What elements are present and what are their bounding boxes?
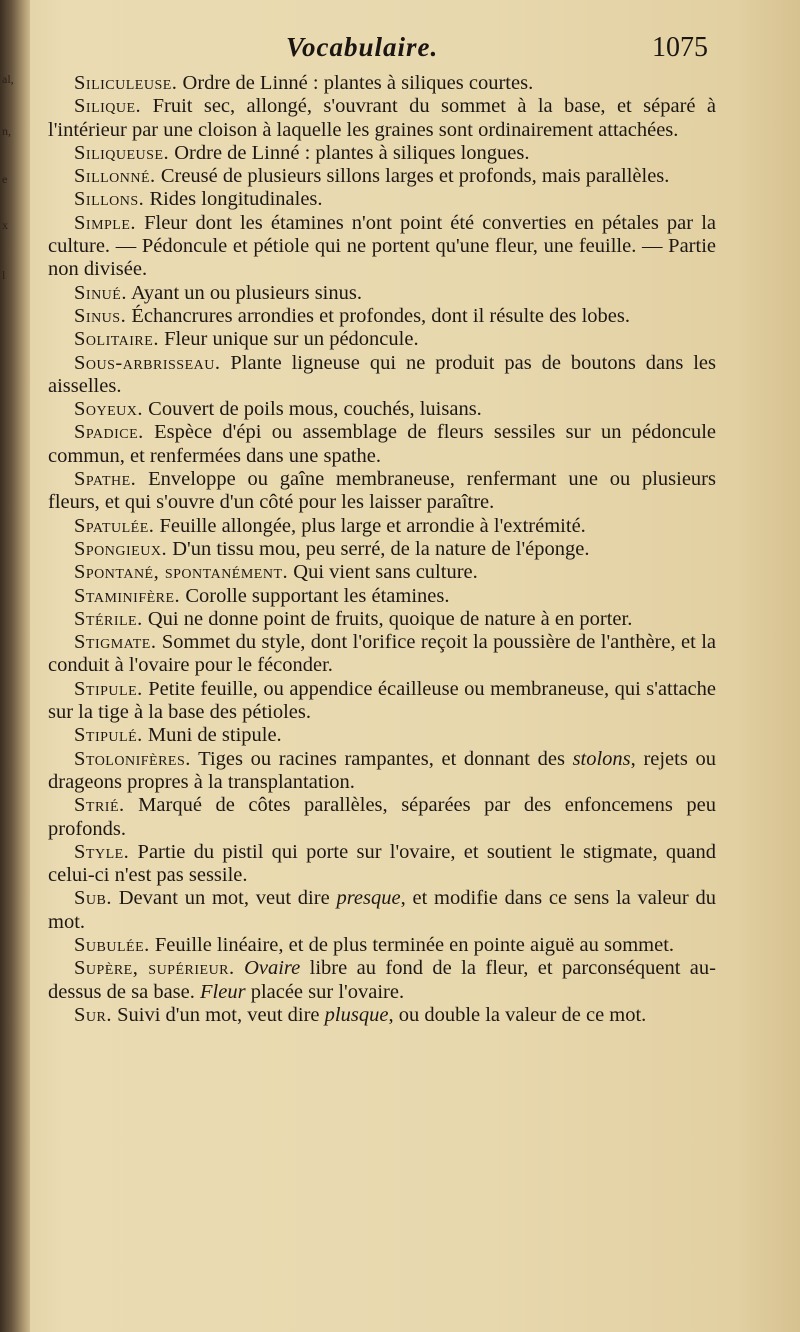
entry-definition: D'un tissu mou, peu serré, de la nature de l'éponge. [167, 537, 590, 560]
vocabulary-entry [48, 72, 716, 95]
vocabulary-entry [48, 561, 716, 584]
entry-term: Sillons. [74, 188, 145, 211]
vocabulary-entry [48, 515, 716, 538]
entry-term: Sillonné. [74, 165, 156, 188]
entry-definition: Rides longitudinales. [144, 188, 323, 211]
vocabulary-entry [48, 887, 716, 934]
vocabulary-entry [48, 538, 716, 561]
vocabulary-entry [48, 608, 716, 631]
entry-term: Simple. [74, 211, 137, 234]
vocabulary-entry [48, 421, 716, 468]
margin-fragment: l [2, 268, 6, 282]
entry-definition: Qui ne donne point de fruits, quoique de nature à en porter. [142, 607, 633, 630]
entry-definition: libre au fond de la fleur, et parconséquent au-dessus de sa base. [48, 957, 716, 1003]
entry-term: Strié. [74, 794, 125, 817]
entry-definition: Muni de stipule. [142, 724, 282, 747]
page-number: 1075 [652, 32, 708, 63]
page-header [0, 32, 800, 72]
vocabulary-entry [48, 631, 716, 678]
entry-italic: Fleur [200, 980, 246, 1003]
vocabulary-entry [48, 585, 716, 608]
entry-definition: Corolle supportant les étamines. [180, 584, 450, 607]
entry-italic: plusque [324, 1003, 389, 1026]
entry-definition: , rejets ou drageons propres à la transplantation. [48, 747, 716, 793]
vocabulary-entry [48, 794, 716, 841]
vocabulary-entry [48, 328, 716, 351]
entry-definition [235, 957, 244, 979]
entry-term: Stérile. [74, 607, 143, 630]
entry-term: Spontané, spontanément. [74, 561, 289, 584]
entry-definition: Feuille linéaire, et de plus terminée en pointe aiguë au sommet. [149, 933, 675, 956]
vocabulary-entry [48, 748, 716, 795]
entry-term: Silique. [74, 95, 142, 118]
vocabulary-entry [48, 934, 716, 957]
entry-term: Stipulé. [74, 724, 143, 747]
entry-definition: Couvert de poils mous, couchés, luisans. [143, 398, 482, 421]
vocabulary-entry [48, 95, 716, 142]
entry-definition: Devant un mot, veut dire [111, 887, 337, 910]
margin-fragment: al, [2, 72, 14, 86]
vocabulary-entry [48, 724, 716, 747]
vocabulary-entry [48, 305, 716, 328]
entry-term: Style. [74, 840, 130, 863]
entry-definition: Petite feuille, ou appendice écailleuse ou membraneuse, qui s'attache sur la tige à la base des pétioles. [48, 677, 716, 724]
entry-term: Spatulée. [74, 514, 155, 537]
entry-definition: Ordre de Linné : plantes à siliques longues. [169, 141, 530, 164]
entry-definition: , ou double la valeur de ce mot. [388, 1003, 647, 1026]
running-head: Vocabulaire. [286, 32, 439, 62]
entry-term: Sinus. [74, 304, 127, 327]
vocabulary-entries [48, 72, 716, 1027]
entry-term: Solitaire. [74, 328, 159, 351]
entry-definition: Fleur unique sur un pédoncule. [158, 328, 419, 351]
entry-term: Siliqueuse. [74, 141, 170, 164]
entry-term: Sinué. [74, 281, 127, 304]
entry-term: Spongieux. [74, 537, 168, 560]
entry-term: Siliculeuse. [74, 72, 178, 94]
vocabulary-entry [48, 468, 716, 515]
entry-term: Spadice. [74, 421, 144, 444]
entry-definition: , et modifie dans ce sens la valeur du mot. [48, 887, 716, 933]
entry-definition: Creusé de plusieurs sillons larges et profonds, mais parallèles. [155, 165, 670, 188]
vocabulary-entry [48, 957, 716, 1004]
entry-term: Soyeux. [74, 398, 144, 421]
entry-definition: Échancrures arrondies et profondes, dont il résulte des lobes. [126, 304, 631, 327]
book-binding-gutter [0, 0, 30, 1332]
entry-definition: placée sur l'ovaire. [245, 980, 405, 1003]
vocabulary-entry [48, 678, 716, 725]
entry-definition: Fruit sec, allongé, s'ouvrant du sommet à la base, et séparé à l'intérieur par une cloison à laquelle les graines sont ordinairement attachées. [48, 95, 716, 141]
entry-term: Supère, supérieur. [74, 957, 235, 980]
entry-definition: Espèce d'épi ou assemblage de fleurs sessiles sur un pédoncule commun, et renfermées dans une spathe. [48, 421, 716, 467]
entry-term: Spathe. [74, 468, 137, 491]
margin-fragment: x [2, 218, 8, 232]
vocabulary-entry [48, 188, 716, 211]
vocabulary-entry [48, 1004, 716, 1027]
entry-term: Stolonifères. [74, 747, 191, 770]
entry-definition: Ordre de Linné : plantes à siliques courtes. [177, 72, 534, 94]
vocabulary-entry [48, 352, 716, 399]
entry-definition: Tiges ou racines rampantes, et donnant des [190, 747, 573, 770]
entry-definition: Ayant un ou plusieurs sinus. [126, 281, 362, 304]
entry-term: Stigmate. [74, 631, 157, 654]
vocabulary-entry [48, 165, 716, 188]
entry-term: Stipule. [74, 677, 143, 700]
vocabulary-entry [48, 398, 716, 421]
entry-definition: Plante ligneuse qui ne produit pas de boutons dans les aisselles. [48, 351, 716, 397]
entry-term: Sur. [74, 1003, 112, 1026]
entry-definition: Suivi d'un mot, veut dire [111, 1003, 325, 1026]
entry-definition: Feuille allongée, plus large et arrondie à l'extrémité. [154, 514, 586, 537]
vocabulary-entry [48, 142, 716, 165]
entry-definition: Enveloppe ou gaîne membraneuse, renfermant une ou plusieurs fleurs, et qui s'ouvre d'un côté pour les laisser paraître. [48, 468, 716, 514]
entry-italic: presque [336, 887, 401, 910]
entry-term: Sub. [74, 887, 112, 910]
margin-fragment: e [2, 172, 8, 186]
entry-term: Subulée. [74, 933, 150, 956]
vocabulary-entry [48, 212, 716, 282]
vocabulary-entry [48, 841, 716, 888]
entry-italic: Ovaire [244, 957, 301, 980]
entry-definition: Sommet du style, dont l'orifice reçoit la poussière de l'anthère, et la conduit à l'ovaire pour le féconder. [48, 631, 716, 677]
entry-term: Sous-arbrisseau. [74, 351, 221, 374]
entry-definition: Fleur dont les étamines n'ont point été converties en pétales par la culture. — Pédoncule et pétiole qui ne portent qu'une fleur, une feuille. — Partie non divisée. [48, 211, 716, 281]
entry-term: Staminifère. [74, 584, 181, 607]
margin-fragment: n, [2, 124, 11, 138]
vocabulary-entry [48, 282, 716, 305]
entry-definition: Partie du pistil qui porte sur l'ovaire, et soutient le stigmate, quand celui-ci n'est pas sessile. [48, 840, 716, 887]
entry-definition: Qui vient sans culture. [288, 561, 478, 584]
entry-definition: Marqué de côtes parallèles, séparées par des enfoncemens peu profonds. [48, 794, 716, 840]
entry-italic: stolons [572, 747, 631, 770]
